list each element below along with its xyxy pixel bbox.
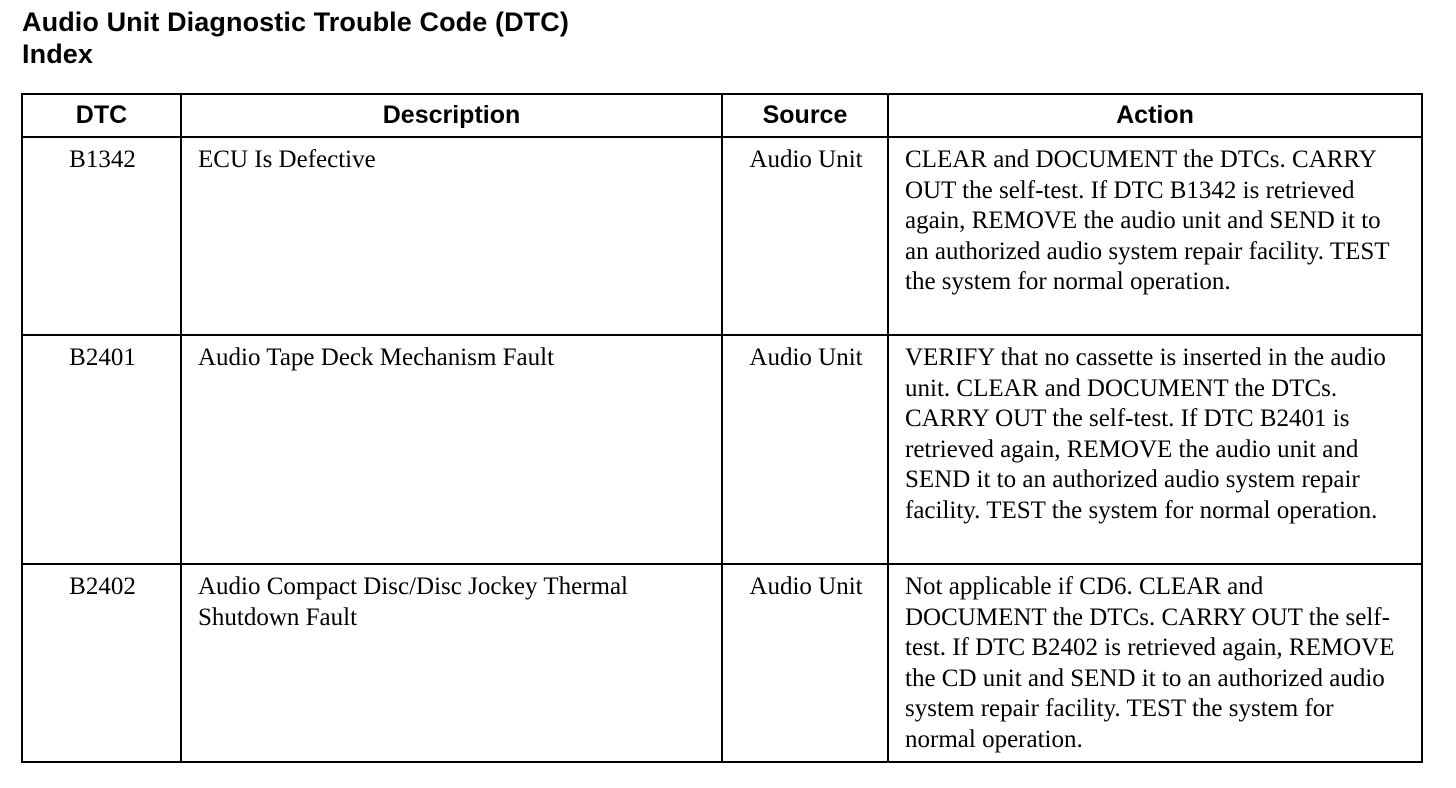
header-source: Source <box>722 94 888 137</box>
cell-dtc: B1342 <box>22 137 181 335</box>
dtc-index-table <box>21 93 1423 763</box>
cell-dtc: B2402 <box>22 564 181 762</box>
cell-source: Audio Unit <box>722 564 888 762</box>
cell-description: ECU Is Defective <box>181 137 722 335</box>
cell-dtc: B2401 <box>22 335 181 564</box>
title-line-2: Index <box>22 39 94 69</box>
page-title <box>22 6 569 70</box>
cell-action: CLEAR and DOCUMENT the DTCs. CARRY OUT the self-test. If DTC B1342 is retrieved again, REMOVE the audio unit and SEND it to an authorized audio system repair facility. TEST the system for normal operation. <box>888 137 1422 335</box>
title-line-1: Audio Unit Diagnostic Trouble Code (DTC) <box>22 7 569 37</box>
header-description: Description <box>181 94 722 137</box>
table-header-row <box>22 94 1422 137</box>
cell-source: Audio Unit <box>722 335 888 564</box>
table-row <box>22 137 1422 335</box>
cell-source: Audio Unit <box>722 137 888 335</box>
table-row <box>22 564 1422 762</box>
header-action: Action <box>888 94 1422 137</box>
cell-action: Not applicable if CD6. CLEAR and DOCUMENT the DTCs. CARRY OUT the self-test. If DTC B2402 is retrieved again, REMOVE the CD unit and SEND it to an authorized audio system repair facility. TEST the system for normal operation. <box>888 564 1422 762</box>
cell-action: VERIFY that no cassette is inserted in the audio unit. CLEAR and DOCUMENT the DTCs. CARRY OUT the self-test. If DTC B2401 is retrieved again, REMOVE the audio unit and SEND it to an authorized audio system repair facility. TEST the system for normal operation. <box>888 335 1422 564</box>
cell-description: Audio Compact Disc/Disc Jockey Thermal Shutdown Fault <box>181 564 722 762</box>
cell-description: Audio Tape Deck Mechanism Fault <box>181 335 722 564</box>
table-row <box>22 335 1422 564</box>
header-dtc: DTC <box>22 94 181 137</box>
